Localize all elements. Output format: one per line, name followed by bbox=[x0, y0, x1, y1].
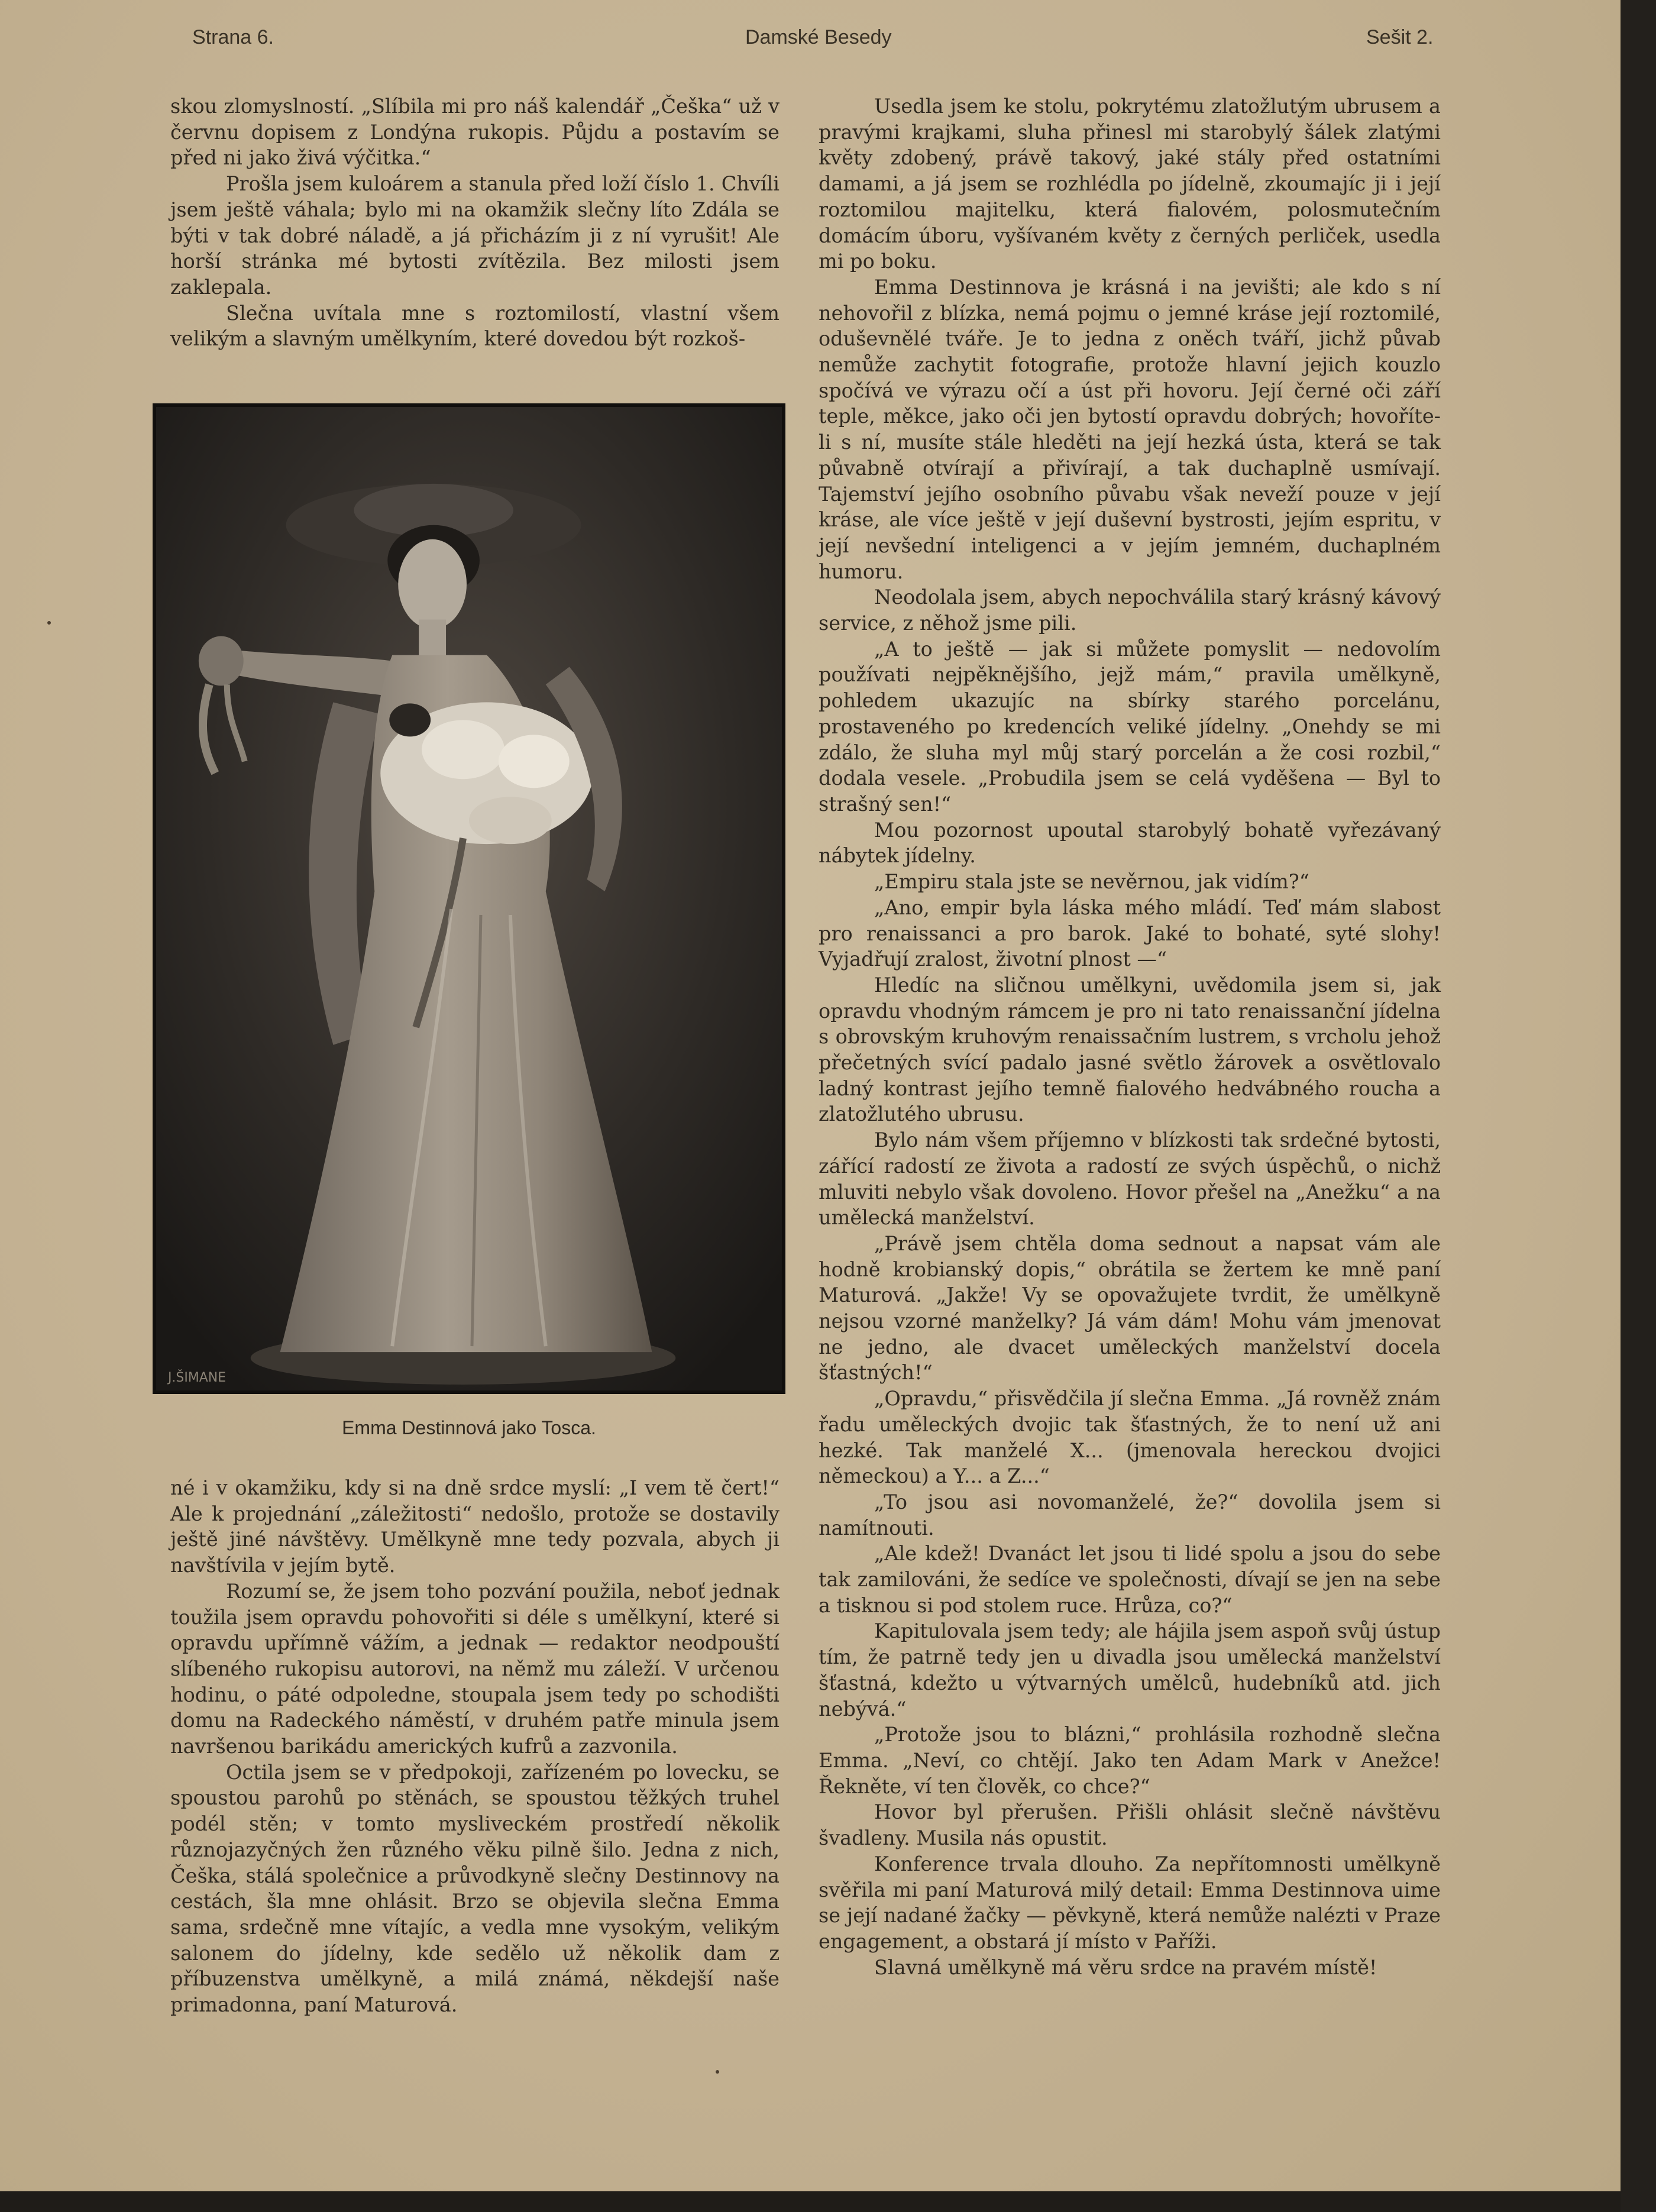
portrait-photo bbox=[153, 403, 785, 1394]
print-speck bbox=[716, 2070, 719, 2074]
paragraph: Hovor byl přerušen. Přišli ohlásit slečně návštěvu švadleny. Musila nás opustit. bbox=[819, 1800, 1441, 1850]
paragraph: Hledíc na sličnou umělkyni, uvědomila jsem si, jak opravdu vhodným rámcem je pro ni tato renaissanční jídelna s obrovským kruhovým renaissačním lustrem, s vrcholu jehož přečetných svící padalo jasné světlo žárovek a osvětlovalo ladný kontrast jejího temně fialového hedvábného roucha a zlatožlutého ubrusu. bbox=[819, 973, 1441, 1126]
photographer-signature: J.ŠIMANE bbox=[167, 1370, 227, 1386]
paragraph: „A to ještě — jak si můžete pomyslit — nedovolím používati nejpěknějšího, jejž mám,“ pravila umělkyně, pohledem ukazujíc na sbírky starého porcelánu, prostaveného po kredencích veliké jídelny. „Onehdy se mi zdálo, že sluha myl můj starý porcelán a že cosi rozbil,“ dodala vesele. „Probudila jsem se celá vyděšena — Byl to strašný sen!“ bbox=[819, 637, 1441, 816]
right-column bbox=[819, 93, 1441, 1980]
paragraph: né i v okamžiku, kdy si na dně srdce myslí: „I vem tě čert!“ Ale k projednání „záležitosti“ nedošlo, protože se dostavily ještě jiné návštěvy. Umělkyně mne tedy pozvala, abych ji navštívila v jejím bytě. bbox=[170, 1476, 780, 1577]
paragraph: „Ale kdež! Dvanáct let jsou ti lidé spolu a jsou do sebe tak zamilováni, že sedíce ve společnosti, dívají se jen na sebe a tisknou si pod stolem ruce. Hrůza, co?“ bbox=[819, 1542, 1441, 1617]
photo-caption: Emma Destinnová jako Tosca. bbox=[342, 1417, 596, 1438]
binding-edge bbox=[1621, 0, 1656, 2212]
magazine-title: Damské Besedy bbox=[745, 26, 892, 48]
print-speck bbox=[47, 621, 51, 625]
paragraph: Prošla jsem kuloárem a stanula před loží číslo 1. Chvíli jsem ještě váhala; bylo mi na okamžik slečny líto Zdála se býti v tak dobré náladě, a já přicházím ji z ní vyrušit! Ale horší stránka mé bytosti zvítězila. Bez milosti jsem zaklepala. bbox=[170, 172, 780, 299]
paragraph: Rozumí se, že jsem toho pozvání použila, neboť jednak toužila jsem opravdu pohovořiti si déle s umělkyní, které si opravdu upřímně vážím, a jednak — redaktor neodpouští slíbeného rukopisu autorovi, na němž mu záleží. V určenou hodinu, o páté odpoledne, stoupala jsem tedy po schodišti domu na Radeckého náměstí, v druhém patře minula jsem navršenou barikádu amerických kufrů a zazvonila. bbox=[170, 1579, 780, 1758]
paragraph: Mou pozornost upoutal starobylý bohatě vyřezávaný nábytek jídelny. bbox=[819, 818, 1441, 868]
paragraph: „Empiru stala jste se nevěrnou, jak vidím?“ bbox=[874, 870, 1309, 894]
paragraph: Octila jsem se v předpokoji, zařízeném po lovecku, se spoustou parohů po stěnách, se spoustou těžkých truhel podél stěn; v tomto mysliveckém prostředí několik různojazyčných žen různého věku pilně šilo. Jedna z nich, Češka, stálá společnice a průvodkyně slečny Destinnovy na cestách, šla mne ohlásit. Brzo se objevila slečna Emma sama, srdečně mne vítajíc, a vedla mne vysokým, velikým salonem do jídelny, kde sedělo už několik dam z příbuzenstva umělkyně, a milá známá, někdejší naše primadonna, paní Maturová. bbox=[170, 1760, 780, 2017]
destinnova-portrait-image bbox=[156, 407, 782, 1390]
paragraph: Usedla jsem ke stolu, pokrytému zlatožlutým ubrusem a pravými krajkami, sluha přinesl mi starobylý šálek zlatými květy zdobený, právě takový, jaké stály před ostatními damami, a já jsem se rozhlédla po jídelně, zkoumajíc ji i její roztomilou majitelku, která fialovém, polosmutečním domácím úboru, vyšívaném květy z černých perliček, usedla mi po boku. bbox=[819, 95, 1441, 273]
paragraph: „Protože jsou to blázni,“ prohlásila rozhodně slečna Emma. „Neví, co chtějí. Jako ten Adam Mark v Anežce! Řekněte, ví ten člověk, co chce?“ bbox=[819, 1723, 1441, 1798]
paragraph: „Opravdu,“ přisvědčila jí slečna Emma. „Já rovněž znám řadu uměleckých dvojic tak šťastných, že to není už ani hezké. Tak manželé X... (jmenovala hereckou dvojici německou) a Y... a Z...“ bbox=[819, 1387, 1441, 1488]
paragraph: Emma Destinnova je krásná i na jevišti; ale kdo s ní nehovořil z blízka, nemá pojmu o jemné kráse její roztomilé, oduševnělé tváře. Je to jedna z oněch tváří, jichž půvab nemůže zachytit fotografie, protože hlavní jejich kouzlo spočívá ve výrazu očí a úst při hovoru. Její černé oči září teple, měkce, jako oči jen bytostí opravdu dobrých; hovoříte-li s ní, musíte stále hleděti na její hezká ústa, která se tak půvabně otvírají a přivírají, a tak duchaplně usmívají. Tajemství jejího osobního půvabu však neveží pouze v její kráse, ale více ještě v její duševní bystrosti, jejím espritu, v její nevšední inteligenci a v jejím jemném, duchaplném humoru. bbox=[819, 275, 1441, 583]
paragraph: Konference trvala dlouho. Za nepřítomnosti umělkyně svěřila mi paní Maturová milý detail: Emma Destinnova uime se její nadané žačky — pěvkyně, která nemůže nalézti v Praze engagement, a obstará jí místo v Paříži. bbox=[819, 1852, 1441, 1953]
left-column-top bbox=[170, 93, 780, 352]
paragraph: „To jsou asi novomanželé, že?“ dovolila jsem si namítnouti. bbox=[819, 1490, 1441, 1540]
paragraph: Bylo nám všem příjemno v blízkosti tak srdečné bytosti, zářící radostí ze života a radostí ze svých úspěchů, o nichž mluviti nebylo však dovoleno. Hovor přešel na „Anežku“ a na umělecká manželství. bbox=[819, 1128, 1441, 1230]
page-number: Strana 6. bbox=[192, 26, 274, 48]
left-column-bottom bbox=[170, 1475, 780, 2018]
paragraph: „Ano, empir byla láska mého mládí. Teď mám slabost pro renaissanci a pro barok. Jaké to bohaté, syté slohy! Vyjadřují zralost, životní plnost —“ bbox=[819, 895, 1441, 971]
paragraph: „Právě jsem chtěla doma sednout a napsat vám ale hodně krobianský dopis,“ obrátila se žertem ke mně paní Maturová. „Jakže! Vy se opovažujete tvrdit, že umělkyně nejsou vzorné manželky? Já vám dám! Mohu vám jmenovat ne jedno, ale dvacet uměleckých manželství docela šťastných!“ bbox=[819, 1231, 1441, 1385]
issue-number: Sešit 2. bbox=[1366, 26, 1434, 48]
paragraph: skou zlomyslností. „Slíbila mi pro náš kalendář „Češka“ už v červnu dopisem z Londýna rukopis. Půjdu a postavím se před ni jako živá výčitka.“ bbox=[170, 95, 780, 170]
paragraph: Slečna uvítala mne s roztomilostí, vlastní všem velikým a slavným umělkyním, které dovedou být rozkoš- bbox=[170, 301, 780, 351]
paragraph: Kapitulovala jsem tedy; ale hájila jsem aspoň svůj ústup tím, že patrně tedy jen u divadla jsou umělecká manželství šťastná, kdežto u výtvarných umělců, hudebníků atd. jich nebývá.“ bbox=[819, 1619, 1441, 1721]
paragraph: Neodolala jsem, abych nepochválila starý krásný kávový service, z něhož jsme pili. bbox=[819, 586, 1441, 635]
paragraph: Slavná umělkyně má věru srdce na pravém místě! bbox=[874, 1955, 1377, 1979]
